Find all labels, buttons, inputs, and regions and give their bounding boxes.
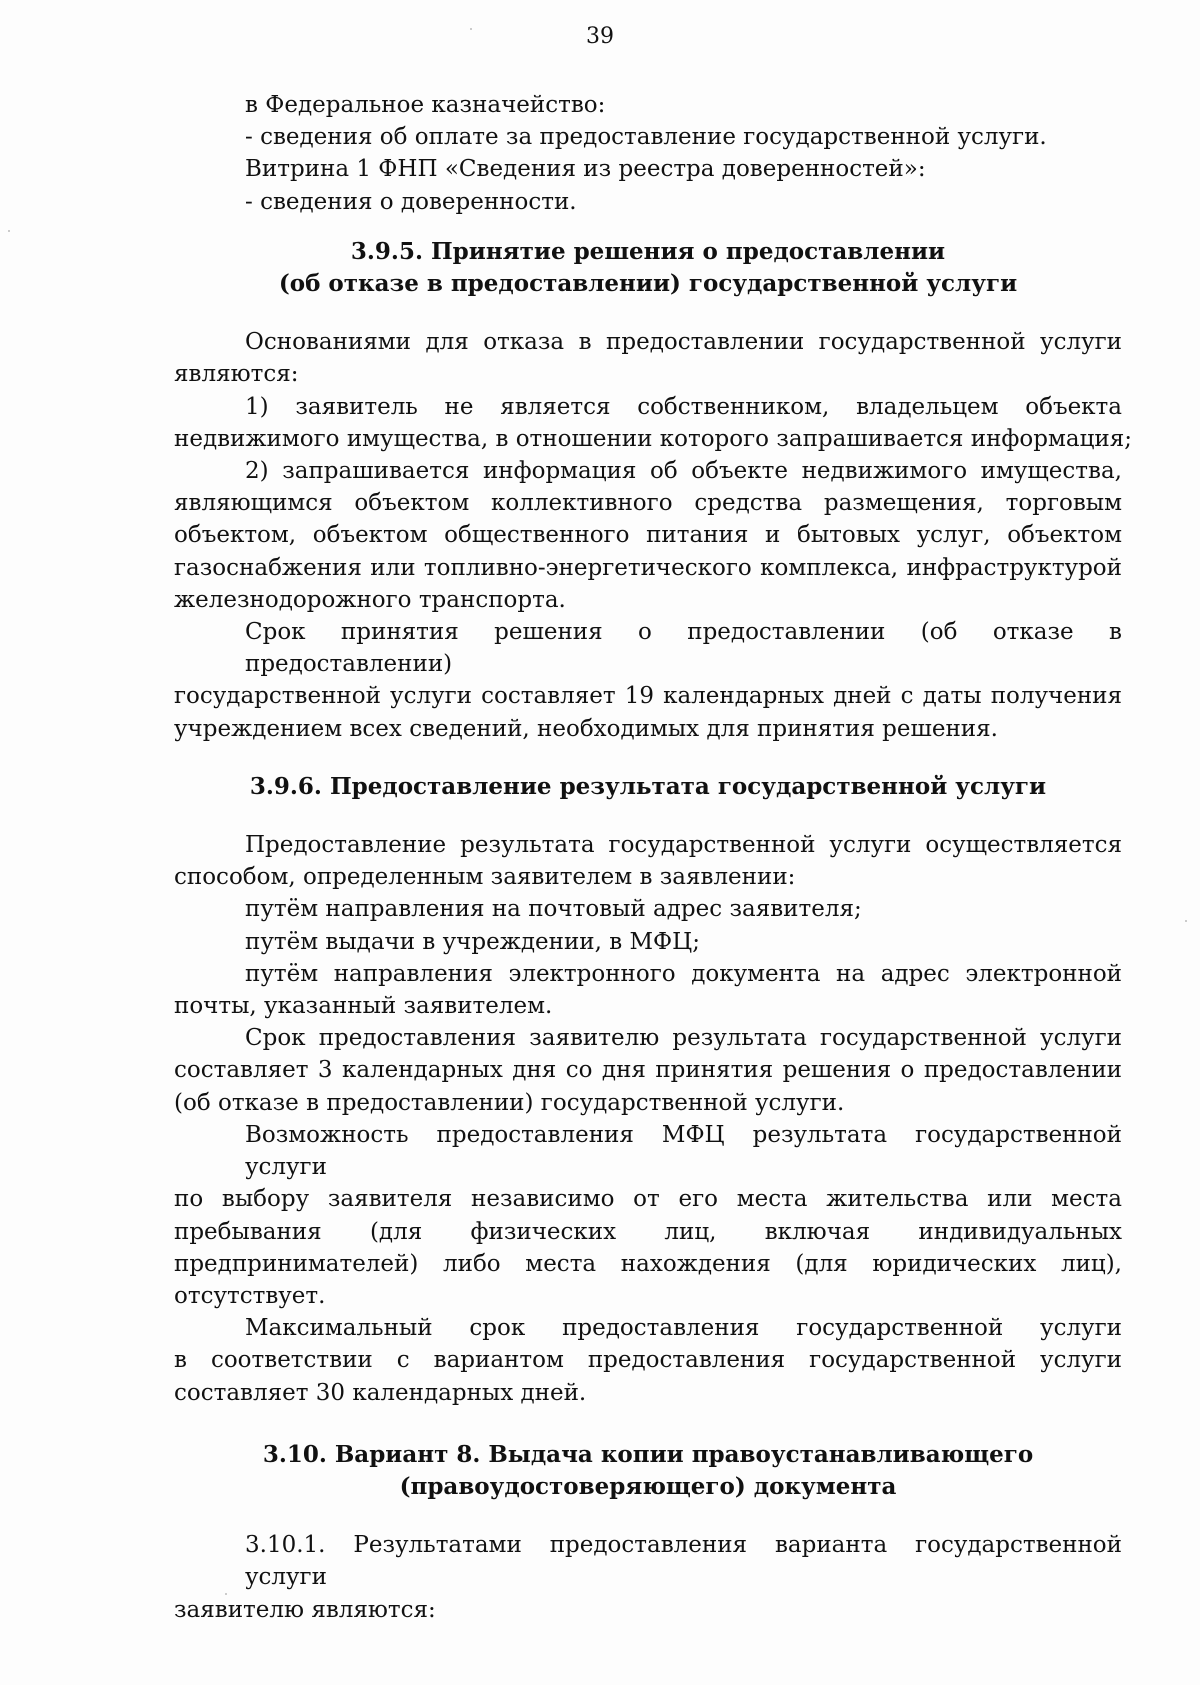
paragraph-line: недвижимого имущества, в отношении которого запрашивается информация; (174, 425, 1132, 452)
paragraph-line: учреждением всех сведений, необходимых для принятия решения. (174, 715, 998, 742)
scan-speck (225, 1593, 227, 1595)
intro-line: Витрина 1 ФНП «Сведения из реестра доверенностей»: (245, 156, 926, 183)
paragraph-line: почты, указанный заявителем. (174, 993, 553, 1020)
paragraph-line: Максимальный срок предоставления государственной услуги (245, 1315, 1122, 1342)
paragraph-line: составляет 30 календарных дней. (174, 1379, 587, 1406)
paragraph-line: газоснабжения или топливно-энергетического комплекса, инфраструктурой (174, 554, 1122, 581)
paragraph-line: заявителю являются: (174, 1596, 436, 1623)
page-number: 39 (586, 24, 614, 49)
paragraph-line: предпринимателей) либо места нахождения (для юридических лиц), (174, 1250, 1122, 1277)
section-heading-3-10-cont: (правоудостоверяющего) документа (399, 1472, 897, 1500)
scan-speck (470, 28, 472, 30)
paragraph-line: Возможность предоставления МФЦ результата государственной услуги (245, 1121, 1122, 1181)
paragraph-line: Срок принятия решения о предоставлении (об отказе в предоставлении) (245, 619, 1122, 678)
section-heading-3-9-5: 3.9.5. Принятие решения о предоставлении (350, 237, 946, 265)
intro-line: в Федеральное казначейство: (245, 92, 606, 118)
intro-line: - сведения о доверенности. (245, 188, 577, 215)
paragraph-line: составляет 3 календарных дня со дня принятия решения о предоставлении (174, 1057, 1122, 1084)
paragraph-line: путём направления электронного документа на адрес электронной (245, 960, 1122, 987)
paragraph-line: являющимся объектом коллективного средства размещения, торговым (174, 490, 1122, 517)
paragraph-line: железнодорожного транспорта. (174, 586, 566, 613)
paragraph-line: способом, определенным заявителем в заявлении: (174, 864, 796, 891)
paragraph-line: путём направления на почтовый адрес заявителя; (245, 896, 862, 923)
paragraph-line: являются: (174, 361, 299, 388)
section-heading-3-10: 3.10. Вариант 8. Выдача копии правоустанавливающего (262, 1440, 1034, 1468)
scan-speck (1185, 920, 1187, 922)
paragraph-line: государственной услуги составляет 19 календарных дней с даты получения (174, 683, 1122, 710)
scan-speck (8, 230, 10, 232)
paragraph-line: путём выдачи в учреждении, в МФЦ; (245, 928, 700, 955)
paragraph-line: Предоставление результата государственной услуги осуществляется (245, 832, 1122, 859)
document-body (174, 89, 1132, 1626)
paragraph-line: пребывания (для физических лиц, включая индивидуальных (174, 1218, 1122, 1245)
paragraph-line: в соответствии с вариантом предоставления государственной услуги (174, 1347, 1122, 1374)
paragraph-line: 1) заявитель не является собственником, владельцем объекта (245, 393, 1122, 420)
paragraph-line: 2) запрашивается информация об объекте недвижимого имущества, (245, 458, 1122, 485)
paragraph-line: (об отказе в предоставлении) государственной услуги. (174, 1089, 845, 1116)
intro-line: - сведения об оплате за предоставление государственной услуги. (245, 124, 1047, 151)
paragraph-line: 3.10.1. Результатами предоставления варианта государственной услуги (245, 1532, 1122, 1591)
paragraph-line: по выбору заявителя независимо от его места жительства или места (174, 1186, 1122, 1213)
paragraph-line: объектом, объектом общественного питания и бытовых услуг, объектом (174, 522, 1122, 549)
section-heading-3-9-5-cont: (об отказе в предоставлении) государственной услуги (278, 270, 1018, 298)
paragraph-line: Основаниями для отказа в предоставлении государственной услуги (245, 329, 1122, 356)
section-heading-3-9-6: 3.9.6. Предоставление результата государственной услуги (249, 772, 1047, 800)
paragraph-line: отсутствует. (174, 1282, 326, 1309)
paragraph-line: Срок предоставления заявителю результата государственной услуги (245, 1025, 1122, 1052)
